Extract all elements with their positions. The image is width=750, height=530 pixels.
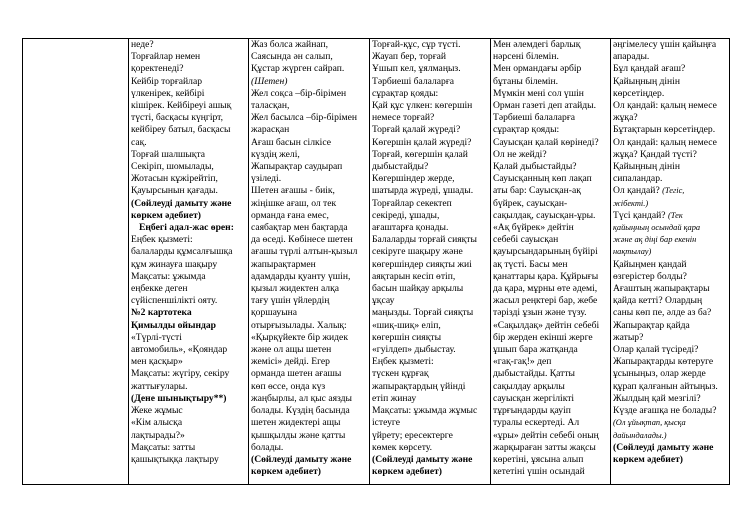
- text-line: ағашы түрлі алтын-қызыл: [251, 246, 358, 258]
- text-line: дыбыстайды. Қатты: [493, 368, 575, 380]
- text-line: Еңбек қызметі:: [372, 356, 434, 368]
- text-line: Ол қандай: қалың немесе: [613, 100, 717, 112]
- text-line: «Ақ бүйрек» дейтін: [493, 222, 574, 234]
- text-line: Жауап бер, торғай: [372, 51, 447, 63]
- text-line: Мүмкін мені сол үшін: [493, 87, 584, 99]
- text-line: (Дене шынықтыру**): [131, 392, 227, 404]
- text-line: тұрғындарды қауіп: [493, 405, 571, 417]
- text-line: Ол қандай? (Тегіс,: [613, 185, 685, 197]
- text-line: «шиқ-шиқ» еліп,: [372, 319, 441, 331]
- text-line: жаңбырлы, ал қыс аязды: [251, 392, 352, 404]
- text-line: нақтылау): [613, 247, 652, 257]
- text-line: қанаттары қара. Құйрығы: [493, 270, 599, 282]
- text-line: қайда кетті? Олардың: [613, 295, 703, 307]
- text-line: қашықтыққа лақтыру: [131, 453, 219, 465]
- text-line: түсті, басқасы күңгірт,: [131, 112, 224, 124]
- text-line: Мақсаты: затты: [131, 441, 196, 453]
- text-line: (Сөйлеуді дамыту және: [251, 453, 352, 465]
- text-line: саны көп пе, әлде аз ба?: [613, 307, 712, 319]
- text-line: Жеке жұмыс: [131, 405, 183, 417]
- text-line: қоректенеді?: [131, 63, 184, 75]
- text-line: аты бар: Сауысқан-ақ: [493, 185, 581, 197]
- text-line: ұсыныңыз, олар жерде: [613, 368, 706, 380]
- text-line: сақылдау арқылы: [493, 380, 565, 392]
- text-line: көркем әдебиет): [372, 466, 442, 478]
- text-line: Көгершіндер жерде,: [372, 173, 455, 185]
- text-line: Қауырсынын қағады.: [131, 185, 218, 197]
- text-line: қоршауына: [251, 307, 298, 319]
- text-line: нәрсені білемін.: [493, 51, 559, 63]
- text-line: Мақсаты: жүгіру, секіру: [131, 368, 230, 380]
- text-line: Торғай қалай жүреді?: [372, 124, 461, 136]
- text-line: сүйіспеншілікті ояту.: [131, 295, 218, 307]
- text-line: Жапырақтар саудырап: [251, 161, 343, 173]
- text-line: Қай құс үлкен: көгершін: [372, 100, 473, 112]
- text-line: Торғай шалшықта: [131, 148, 206, 160]
- text-line: жатыр?: [613, 331, 644, 343]
- text-line: қайыңның осындай қара: [613, 223, 701, 233]
- text-line: Жылдың қай мезгілі?: [613, 392, 701, 404]
- text-line: көгершіндер сияқты жиі: [372, 258, 472, 270]
- text-line: Жел соқса –бір-бірімен: [251, 87, 347, 99]
- text-line: көркем әдебиет): [251, 466, 321, 478]
- text-line: қауырсындарының бүйірі: [493, 246, 598, 258]
- text-line: сипаландар.: [613, 173, 663, 185]
- text-line: отырғызылады. Халық:: [251, 319, 347, 331]
- text-line: көркем әдебиет): [131, 209, 201, 221]
- text-line: ұшып бара жатқанда: [493, 344, 578, 356]
- text-line: істеуге: [372, 417, 400, 429]
- text-line: неде?: [131, 39, 154, 50]
- text-line: шетен жидектері ащы: [251, 417, 341, 429]
- text-line: Ұшып кел, ұялмаңыз.: [372, 63, 461, 75]
- text-line: Олар қалай түсіреді?: [613, 344, 699, 356]
- text-line: Саясында ән салып,: [251, 51, 333, 63]
- text-line: Күзде ағашқа не болады?: [613, 405, 717, 417]
- text-line: Мен ормандағы әрбір: [493, 63, 582, 75]
- text-line: көгершін сияқты: [372, 331, 442, 343]
- italic-fragment: (Тек: [667, 210, 683, 220]
- text-line: Қайыңмен қандай: [613, 258, 687, 270]
- text-line: Ағаштың жапырақтары: [613, 283, 710, 295]
- text-line: секіреді, ұшады,: [372, 209, 440, 221]
- text-line: күздің желі,: [251, 148, 300, 160]
- text-line: жаттығулары.: [131, 380, 188, 392]
- text-line: Торғайлар немен: [131, 51, 201, 63]
- text-line: Ол не жейді?: [493, 148, 547, 160]
- table-cell-birch-tree: [611, 39, 730, 485]
- text-line: «Түрлі-түсті: [131, 331, 182, 343]
- text-line: Жапырақтар қайда: [613, 319, 690, 331]
- text-line: «Қырқүйекте бір жидек: [251, 331, 348, 343]
- text-line: көрсетіңдер.: [613, 87, 665, 99]
- text-line: етіп жинау: [372, 392, 417, 404]
- text-line: сақылдақ, сауысқан-ұры.: [493, 209, 596, 221]
- text-line: көркем әдебиет): [613, 453, 683, 465]
- text-line: секіруге шақыру және: [372, 246, 463, 258]
- text-line: бір жерден екінші жерге: [493, 331, 593, 343]
- text-line: Жотасын кұжірейтіп,: [131, 173, 218, 185]
- text-line: басын шайқау арқылы: [372, 283, 464, 295]
- text-line: «Сақылдақ» дейтін себебі: [493, 319, 600, 331]
- text-line: өзгерістер болды?: [613, 270, 687, 282]
- text-line: бұтаны білемін.: [493, 75, 559, 87]
- text-line: бүйрек, сауысқан-: [493, 197, 568, 209]
- text-line: жапырақтармен: [251, 258, 316, 270]
- text-line: Мақсаты: ұжымда: [131, 270, 206, 282]
- text-line: еңбекке деген: [131, 283, 188, 295]
- text-line: Тәрбиеші балаларға: [372, 75, 455, 87]
- text-line: (Сөйлеуді дамыту және: [131, 197, 232, 209]
- text-line: №2 картотека: [131, 307, 192, 319]
- text-line: Жаз болса жайнап,: [251, 39, 328, 50]
- table-cell-rowan-tree: [249, 39, 370, 485]
- text-line: Бұл қандай ағаш?: [613, 63, 686, 75]
- text-line: Түсі қандай? (Тек: [613, 209, 683, 221]
- text-line: құрап қалғанын айтыңыз.: [613, 380, 718, 392]
- text-line: Ағаш басын сілкісе: [251, 136, 331, 148]
- text-line: Қайыңның дінін: [613, 75, 680, 87]
- text-line: тағу үшін үйлердің: [251, 295, 330, 307]
- text-line: кететіні үшін осындай: [493, 466, 585, 478]
- text-line: да қара, мұрны өте әдемі,: [493, 283, 598, 295]
- text-line: қызыл жидектен алқа: [251, 283, 339, 295]
- text-line: болады.: [251, 441, 284, 453]
- text-line: автомобиль», «Қояндар: [131, 344, 228, 356]
- text-line: саябақтар мен бақтарда: [251, 222, 348, 234]
- text-line: Торғай-құс, сұр түсті.: [372, 39, 461, 50]
- text-line: жасыл реңктері бар, жебе: [493, 295, 598, 307]
- text-line: сұрақтар қояды:: [493, 124, 560, 136]
- text-line: Мақсаты: ұжымда жұмыс: [372, 405, 478, 417]
- text-line: жібекті.): [613, 198, 649, 208]
- text-line: Еңбек қызметі:: [131, 234, 193, 246]
- text-line: Балаларды торғай сияқты: [372, 234, 477, 246]
- text-line: көп өссе, онда күз: [251, 380, 326, 392]
- text-line: туралы ескертеді. Ал: [493, 417, 580, 429]
- text-line: кейбіреу батыл, басқасы: [131, 124, 231, 136]
- text-line: маңызды. Торғай сияқты: [372, 307, 474, 319]
- text-line: «ұры» дейтін себебі оның: [493, 429, 599, 441]
- text-line: аяқтарын кесіп өтіп,: [372, 270, 456, 282]
- text-line: адамдарды қуанту үшін,: [251, 270, 351, 282]
- text-line: лақтырады?»: [131, 429, 185, 441]
- table-cell-empty: [23, 39, 129, 485]
- text-line: орманда шетен ағашы: [251, 368, 342, 380]
- text-line: жемісі» дейді. Егер: [251, 356, 330, 368]
- italic-fragment: (Тегіс,: [662, 186, 685, 196]
- lesson-plan-table: [22, 38, 730, 485]
- text-line: Жапырақтарды көтеруге: [613, 356, 714, 368]
- text-line: және ақ діңі бар екенін: [613, 235, 697, 245]
- text-line: түскен құрғақ: [372, 368, 429, 380]
- text-line: Секіріп, шомылады,: [131, 161, 214, 173]
- text-line: сауысқан жергілікті: [493, 392, 575, 404]
- text-line: сұрақтар қояды:: [372, 87, 439, 99]
- text-line: (Шетен): [251, 75, 288, 87]
- text-line: «гуілдеп» дыбыстау.: [372, 344, 456, 356]
- text-line: жұқа?: [613, 112, 638, 124]
- text-line: Қалай дыбыстайды?: [493, 161, 577, 173]
- table-cell-magpie: [491, 39, 611, 485]
- text-line: ағаштарға қонады.: [372, 222, 449, 234]
- text-line: үйрету; ересектерге: [372, 429, 453, 441]
- text-line: Жел басылса –бір-бірімен: [251, 112, 358, 124]
- text-line: Қайыңның дінін: [613, 161, 680, 173]
- text-line: Кейбір торғайлар: [131, 75, 202, 87]
- text-line: кішірек. Кейбіреуі ашық: [131, 100, 232, 112]
- text-line: Торғайлар секектеп: [372, 197, 452, 209]
- text-line: таласқан,: [251, 100, 290, 112]
- text-line: болады. Күздің басында: [251, 405, 350, 417]
- text-line: шатырда жүреді, ұшады.: [372, 185, 474, 197]
- text-line: Еңбегі адал-жас өрен:: [139, 222, 234, 234]
- text-line: балаларды құмсалғышқа: [131, 246, 233, 258]
- text-line: дыбыстайды?: [372, 161, 429, 173]
- text-line: Тәрбиеші балаларға: [493, 112, 576, 124]
- text-line: жапырақтардың үйінді: [372, 380, 466, 392]
- text-line: және ол ащы шетен: [251, 344, 332, 356]
- text-line: жарқыраған затты жақсы: [493, 441, 596, 453]
- text-line: «гақ-гақ!» деп: [493, 356, 552, 368]
- text-line: үлкенірек, кейбірі: [131, 87, 205, 99]
- text-line: сақ.: [131, 136, 147, 148]
- text-line: Қимылды ойындар: [131, 319, 216, 331]
- text-line: көмек көрсету.: [372, 441, 433, 453]
- text-line: жұқа? Қандай түсті?: [613, 148, 697, 160]
- text-line: себебі сауысқан: [493, 234, 559, 246]
- table-row: [23, 39, 730, 485]
- text-line: дайындалады.): [613, 430, 667, 440]
- text-line: әңгімелесу үшін қайыңға: [613, 39, 717, 50]
- text-line: мен қасқыр»: [131, 356, 183, 368]
- text-line: Шетен ағашы - биік,: [251, 185, 335, 197]
- document-page: [22, 38, 729, 485]
- text-line: орманда ғана емес,: [251, 209, 329, 221]
- text-line: жарасқан: [251, 124, 290, 136]
- text-line: Сауысқан қалай көрінеді?: [493, 136, 599, 148]
- text-line: (Ол ұйықтап, қысқа: [613, 418, 686, 428]
- text-line: жіңішке ағаш, ол тек: [251, 197, 337, 209]
- text-line: құм жинауға шақыру: [131, 258, 218, 270]
- text-line: да өседі. Көбінесе шетен: [251, 234, 353, 246]
- text-line: «Кім алысқа: [131, 417, 183, 429]
- text-line: Ол қандай: қалың немесе: [613, 136, 717, 148]
- text-line: тәрізді ұзын және түзу.: [493, 307, 587, 319]
- text-line: (Сөйлеуді дамыту және: [372, 453, 473, 465]
- text-line: көретіні, ұясына алып: [493, 453, 584, 465]
- text-line: Орман газеті деп атайды.: [493, 100, 596, 112]
- text-line: қышқылды және қатты: [251, 429, 346, 441]
- text-line: ұқсау: [372, 295, 395, 307]
- table-cell-sparrow-pigeon: [370, 39, 491, 485]
- text-line: Көгершін қалай жүреді?: [372, 136, 472, 148]
- text-line: Торғай, көгершін қалай: [372, 148, 468, 160]
- text-line: Мен әлемдегі барлық: [493, 39, 581, 50]
- text-line: Бұтақтарын көрсетіңдер.: [613, 124, 716, 136]
- text-line: немесе торғай?: [372, 112, 435, 124]
- table-cell-sparrow-observation: [129, 39, 249, 485]
- text-line: үзіледі.: [251, 173, 282, 185]
- text-line: Сауысқанның көп лақап: [493, 173, 592, 185]
- text-line: Құстар жүрген сайрап.: [251, 63, 345, 75]
- text-line: апарады.: [613, 51, 650, 63]
- text-line: (Сөйлеуді дамыту және: [613, 441, 714, 453]
- text-line: ақ түсті. Басы мен: [493, 258, 568, 270]
